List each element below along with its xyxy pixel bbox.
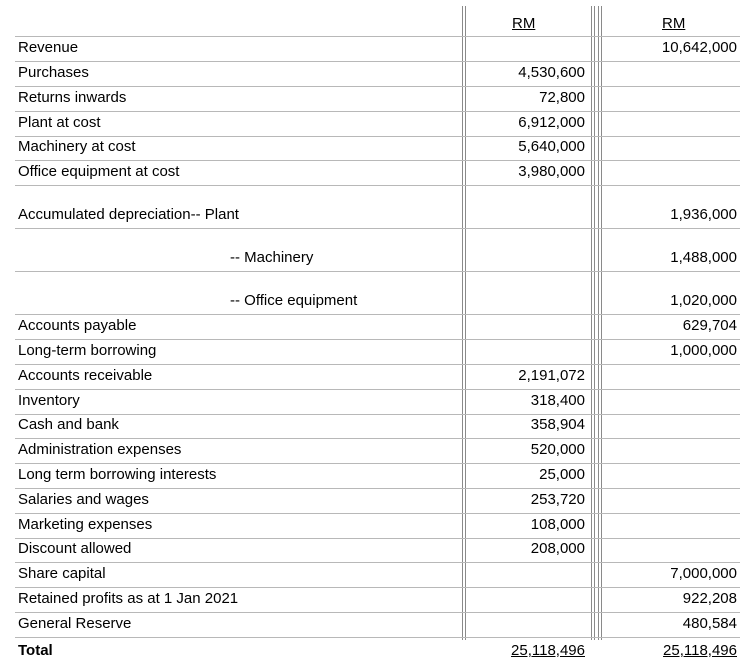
row-label: -- Machinery xyxy=(230,249,314,266)
debit-amount: 5,640,000 xyxy=(518,138,585,155)
row-divider xyxy=(15,228,740,229)
row-label: Purchases xyxy=(18,64,89,81)
row-label: Returns inwards xyxy=(18,89,127,106)
credit-amount: 629,704 xyxy=(682,317,737,334)
row-label: Inventory xyxy=(18,392,80,409)
credit-amount: 10,642,000 xyxy=(661,39,737,56)
row-divider xyxy=(15,637,740,638)
credit-amount: 1,488,000 xyxy=(670,249,737,266)
debit-amount: 108,000 xyxy=(530,516,585,533)
row-divider xyxy=(15,513,740,514)
row-divider xyxy=(15,562,740,563)
debit-amount: 2,191,072 xyxy=(518,367,585,384)
row-label: Long-term borrowing xyxy=(18,342,157,359)
credit-amount: 480,584 xyxy=(682,615,737,632)
row-label: Machinery at cost xyxy=(18,138,136,155)
column-border xyxy=(598,6,599,640)
row-divider xyxy=(15,389,740,390)
row-divider xyxy=(15,271,740,272)
row-divider xyxy=(15,185,740,186)
row-divider xyxy=(15,463,740,464)
row-divider xyxy=(15,364,740,365)
row-divider xyxy=(15,438,740,439)
column-border xyxy=(601,6,602,640)
total-credit: 25,118,496 xyxy=(663,642,737,659)
row-divider xyxy=(15,612,740,613)
row-label: Discount allowed xyxy=(18,540,132,557)
row-label: Accounts payable xyxy=(18,317,137,334)
row-label: Retained profits as at 1 Jan 2021 xyxy=(18,590,239,607)
total-label: Total xyxy=(18,642,53,659)
row-label: -- Office equipment xyxy=(230,292,358,309)
row-label: Cash and bank xyxy=(18,416,119,433)
credit-currency-header: RM xyxy=(662,15,686,32)
debit-amount: 6,912,000 xyxy=(518,114,585,131)
row-divider xyxy=(15,314,740,315)
row-divider xyxy=(15,587,740,588)
row-label: General Reserve xyxy=(18,615,132,632)
row-divider xyxy=(15,86,740,87)
row-label: Marketing expenses xyxy=(18,516,153,533)
debit-amount: 520,000 xyxy=(530,441,585,458)
row-divider xyxy=(15,538,740,539)
row-divider xyxy=(15,488,740,489)
row-divider xyxy=(15,414,740,415)
credit-amount: 1,936,000 xyxy=(670,206,737,223)
debit-currency-header: RM xyxy=(512,15,536,32)
debit-amount: 358,904 xyxy=(530,416,585,433)
credit-amount: 922,208 xyxy=(682,590,737,607)
column-border xyxy=(594,6,595,640)
row-label: Revenue xyxy=(18,39,79,56)
row-divider xyxy=(15,160,740,161)
debit-amount: 25,000 xyxy=(539,466,585,483)
row-label: Administration expenses xyxy=(18,441,182,458)
debit-amount: 253,720 xyxy=(530,491,585,508)
row-label: Plant at cost xyxy=(18,114,101,131)
row-label: Long term borrowing interests xyxy=(18,466,217,483)
debit-amount: 72,800 xyxy=(539,89,585,106)
total-debit: 25,118,496 xyxy=(511,642,585,659)
row-label: Share capital xyxy=(18,565,106,582)
row-label: Accumulated depreciation-- Plant xyxy=(18,206,239,223)
column-border xyxy=(591,6,592,640)
debit-amount: 4,530,600 xyxy=(518,64,585,81)
row-divider xyxy=(15,136,740,137)
row-divider xyxy=(15,111,740,112)
debit-amount: 208,000 xyxy=(530,540,585,557)
row-divider xyxy=(15,61,740,62)
debit-amount: 318,400 xyxy=(530,392,585,409)
row-label: Accounts receivable xyxy=(18,367,153,384)
row-divider xyxy=(15,36,740,37)
credit-amount: 7,000,000 xyxy=(670,565,737,582)
column-border xyxy=(462,6,463,640)
credit-amount: 1,000,000 xyxy=(670,342,737,359)
row-divider xyxy=(15,339,740,340)
column-border xyxy=(465,6,466,640)
credit-amount: 1,020,000 xyxy=(670,292,737,309)
debit-amount: 3,980,000 xyxy=(518,163,585,180)
row-label: Salaries and wages xyxy=(18,491,149,508)
row-label: Office equipment at cost xyxy=(18,163,180,180)
